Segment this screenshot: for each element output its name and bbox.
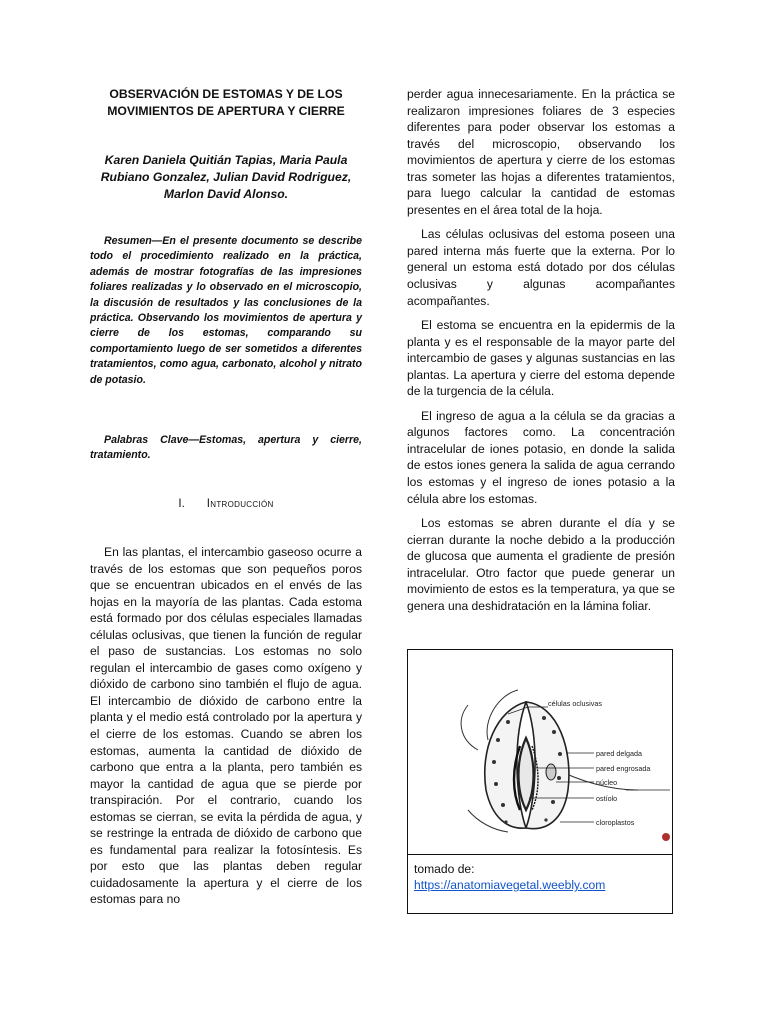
abstract-text: Resumen—En el presente documento se describe todo el procedimiento realizado en la práctica, además de mostrar fotografías de las impresiones foliares realizadas y lo observado en el microscopio, la discusión de resultados y las conclusiones de la práctica. Observando los movimientos de apertura y cierre de los estomas, comparando su comportamiento luego de ser sometidos a diferentes tratamientos, como agua, carbonato, alcohol y nitrato de potasio. — [90, 235, 362, 386]
right-paragraph-4: El ingreso de agua a la célula se da gracias a algunos factores como. La concentración intracelular de iones potasio, en donde la salida de estos iones genera la salida de agua cerrando los estomas y el ingreso de iones potasio a la célula abre los estomas. — [407, 408, 675, 506]
authors-line-1: Karen Daniela Quitián Tapias, Maria Paula — [104, 153, 348, 167]
intro-paragraph: En las plantas, el intercambio gaseoso ocurre a través de los estomas que son pequeños poros que se encuentran ubicados en el envés de las hojas en la mayoría de las plantas. Cada estoma está formado por dos células especiales llamadas células oclusivas, que tienen la función de regular el paso de sustancias. Los estomas no solo regulan el intercambio de gases como oxígeno y dióxido de carbono sino también el flujo de agua. El intercambio de dióxido de carbono entre la planta y el medio está controlado por la apertura y el cierre de los estomas. Cuando se abren los estomas, aumenta la cantidad de dióxido de carbono que entra a la planta, pero también es mayor la cantidad de agua que se pierde por transpiración. Por el contrario, cuando los estomas se cierran, se evita la pérdida de agua, y se restringe la entrada de dióxido de carbono que es fundamental para realizar la fotosíntesis. Es por esto que las plantas deben regular cuidadosamente la apertura y el cierre de los estomas para no — [90, 545, 362, 907]
right-paragraph-5: Los estomas se abren durante el día y se cierran durante la noche debido a la producción de glucosa que aumenta el gradiente de presión intracelular. Otro factor que puede generar un movimiento de estos es la temperatura, ya que se genera una deshidratación en la lámina foliar. — [407, 516, 675, 613]
paper-title — [90, 86, 362, 120]
title-line-1: OBSERVACIÓN DE ESTOMAS Y DE LOS — [109, 87, 343, 101]
label-thick-wall: pared engrosada — [596, 764, 651, 773]
source-link[interactable]: https://anatomiavegetal.weebly.com — [414, 878, 606, 892]
section-heading — [90, 498, 362, 510]
label-chloroplasts: cloroplastos — [596, 818, 635, 827]
author-list — [90, 152, 362, 203]
right-paragraph-2: Las células oclusivas del estoma poseen una pared interna más fuerte que la externa. Por lo general un estoma está dotado por dos células oclusivas y algunas acompañantes acompañantes. — [407, 227, 675, 308]
intro-column — [90, 544, 362, 908]
authors-line-2: Rubiano Gonzalez, Julian David Rodriguez, — [100, 170, 352, 184]
ostiole-pore — [519, 738, 534, 810]
abstract — [90, 234, 362, 388]
keywords-text: Palabras Clave—Estomas, apertura y cierre, tratamiento. — [90, 434, 362, 462]
label-thin-wall: pared delgada — [596, 749, 642, 758]
figure-caption — [414, 861, 605, 893]
source-logo-icon — [662, 833, 670, 841]
figure-divider — [408, 854, 672, 855]
keywords — [90, 433, 362, 464]
section-number: I. — [178, 498, 185, 510]
right-paragraph-1: perder agua innecesariamente. En la práctica se realizaron impresiones foliares de 3 especies diferentes para poder observar los estomas a través del microscopio, observando los movimientos de apertura y cierre de los estomas tras someter las hojas a diferentes tratamientos, para luego calcular la cantidad de estomas presentes en el área total de la hoja. — [407, 87, 675, 217]
right-column — [407, 86, 675, 622]
stomata-figure — [407, 649, 673, 914]
caption-text: tomado de: — [414, 862, 475, 876]
authors-line-3: Marlon David Alonso. — [163, 187, 289, 201]
section-name: Introducción — [206, 498, 274, 510]
title-line-2: MOVIMIENTOS DE APERTURA Y CIERRE — [107, 104, 345, 118]
label-nucleus: núcleo — [596, 778, 618, 787]
stomata-diagram — [408, 650, 672, 854]
label-ostiole: ostíolo — [596, 794, 618, 803]
label-guard-cells: células oclusivas — [548, 699, 602, 708]
right-paragraph-3: El estoma se encuentra en la epidermis de la planta y es el responsable de la mayor parte del intercambio de gases y algunas sustancias en las plantas. La apertura y cierre del estoma depende de la turgencia de la célula. — [407, 318, 675, 399]
